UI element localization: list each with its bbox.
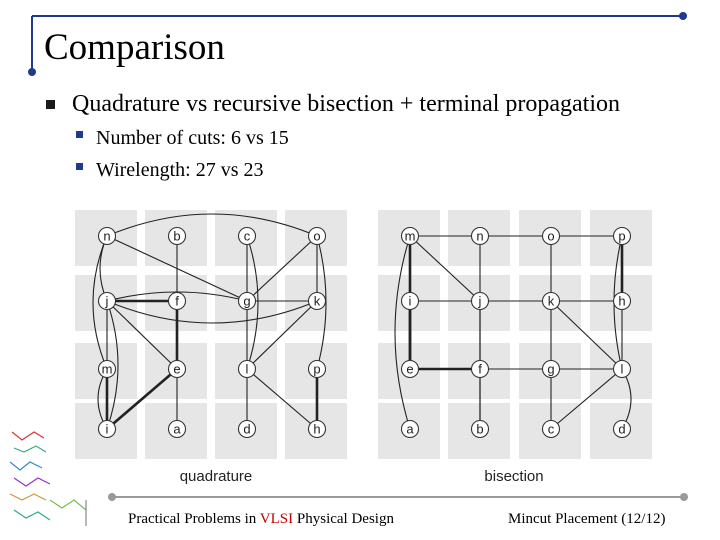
svg-text:n: n [103,228,111,244]
R-node-i [402,293,419,310]
footer-course [128,510,394,528]
L-node-i [99,421,116,438]
R-node-a [402,421,419,438]
svg-text:j: j [478,293,482,309]
svg-text:c: c [243,228,251,244]
L-node-o [309,228,326,245]
svg-text:n: n [476,228,484,244]
svg-text:d: d [618,421,626,437]
left-caption: quadrature [179,468,253,485]
R-node-l [614,361,631,378]
sub-bullet-wirelength: Wirelength: 27 vs 23 [96,159,264,181]
L-node-a [169,421,186,438]
R-node-k [543,293,560,310]
footer-course-vlsi: VLSI [259,511,294,527]
L-node-l [239,361,256,378]
svg-text:b: b [173,228,181,244]
footer-course-prefix: Practical Problems in [128,511,260,527]
svg-text:m: m [101,361,113,377]
right-caption: bisection [484,468,544,485]
R-node-d [614,421,631,438]
svg-text:m: m [404,228,416,244]
sub-bullet-cuts: Number of cuts: 6 vs 15 [96,127,289,149]
R-node-o [543,228,560,245]
svg-text:k: k [313,293,321,309]
svg-text:l: l [620,361,624,377]
R-node-b [472,421,489,438]
svg-text:h: h [618,293,626,309]
L-node-k [309,293,326,310]
L-node-d [239,421,256,438]
R-node-n [472,228,489,245]
L-node-f [169,293,186,310]
R-node-e [402,361,419,378]
svg-text:p: p [313,361,321,377]
L-node-p [309,361,326,378]
logo-icon [10,432,86,526]
svg-text:d: d [243,421,251,437]
svg-text:e: e [173,361,181,377]
svg-text:k: k [547,293,555,309]
R-node-c [543,421,560,438]
svg-text:g: g [243,293,251,309]
main-bullet-text: Quadrature vs recursive bisection + terminal propagation [72,91,621,117]
svg-text:o: o [313,228,321,244]
svg-text:b: b [476,421,484,437]
R-node-p [614,228,631,245]
R-node-m [402,228,419,245]
svg-text:f: f [175,293,179,309]
svg-text:g: g [547,361,555,377]
svg-text:a: a [406,421,414,437]
L-node-b [169,228,186,245]
L-node-n [99,228,116,245]
R-node-j [472,293,489,310]
L-node-m [99,361,116,378]
svg-text:j: j [105,293,109,309]
R-node-h [614,293,631,310]
footer-course-suffix: Physical Design [293,511,394,527]
L-node-g [239,293,256,310]
svg-text:c: c [547,421,555,437]
svg-text:o: o [547,228,555,244]
svg-text:i: i [105,421,109,437]
footer-page: Mincut Placement (12/12) [508,511,666,527]
svg-text:p: p [618,228,626,244]
L-node-h [309,421,326,438]
svg-text:i: i [408,293,412,309]
slide-title: Comparison [44,27,225,68]
svg-text:f: f [478,361,482,377]
L-node-e [169,361,186,378]
R-node-f [472,361,489,378]
R-node-g [543,361,560,378]
L-node-j [99,293,116,310]
svg-text:a: a [173,421,181,437]
svg-text:h: h [313,421,321,437]
L-node-c [239,228,256,245]
svg-text:l: l [245,361,249,377]
svg-text:e: e [406,361,414,377]
